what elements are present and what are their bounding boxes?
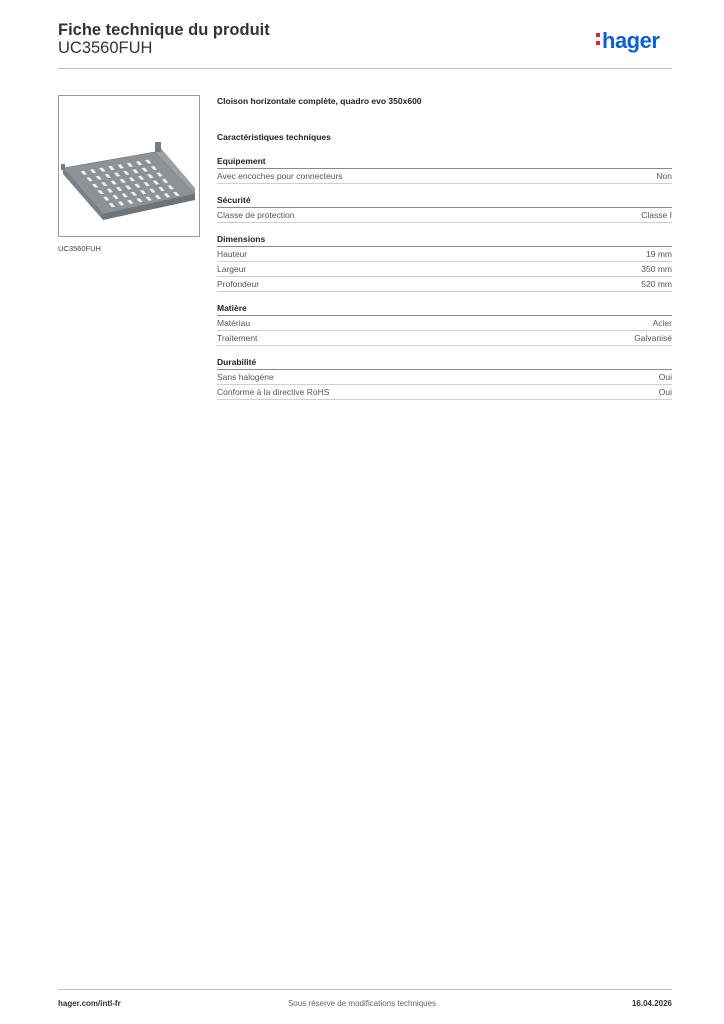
spec-label: Matériau — [217, 318, 251, 328]
spec-value: Non — [656, 171, 672, 181]
logo-text: hager — [602, 28, 660, 53]
spec-value: Classe I — [641, 210, 672, 220]
spec-label: Avec encoches pour connecteurs — [217, 171, 343, 181]
section-title: Sécurité — [217, 194, 672, 208]
spec-label: Traitement — [217, 333, 258, 343]
header-divider — [58, 68, 672, 69]
spec-heading: Caractéristiques techniques — [217, 132, 331, 142]
section-dimensions — [217, 233, 672, 292]
image-caption: UC3560FUH — [58, 244, 101, 253]
hager-logo — [596, 28, 659, 54]
spec-row — [217, 370, 672, 385]
section-title: Equipement — [217, 155, 672, 169]
section-matiere — [217, 302, 672, 346]
spec-label: Sans halogène — [217, 372, 274, 382]
logo-dots-icon — [596, 32, 600, 46]
spec-label: Profondeur — [217, 279, 260, 289]
spec-value: Acier — [652, 318, 672, 328]
footer-divider — [58, 989, 672, 990]
section-title: Dimensions — [217, 233, 672, 247]
spec-row — [217, 385, 672, 400]
spec-row — [217, 331, 672, 346]
spec-row — [217, 277, 672, 292]
spec-value: 19 mm — [646, 249, 672, 259]
spec-row — [217, 247, 672, 262]
section-equipement — [217, 155, 672, 184]
spec-label: Classe de protection — [217, 210, 295, 220]
spec-row — [217, 208, 672, 223]
section-durabilite — [217, 356, 672, 400]
product-reference: UC3560FUH — [58, 39, 153, 57]
section-title: Durabilité — [217, 356, 672, 370]
spec-value: Oui — [658, 387, 672, 397]
spec-row — [217, 169, 672, 184]
spec-value: 350 mm — [641, 264, 672, 274]
spec-label: Conforme à la directive RoHS — [217, 387, 330, 397]
spec-content — [217, 95, 672, 400]
footer-disclaimer: Sous réserve de modifications techniques — [287, 999, 437, 1008]
section-securite — [217, 194, 672, 223]
spec-label: Largeur — [217, 264, 247, 274]
spec-label: Hauteur — [217, 249, 248, 259]
product-image — [58, 95, 200, 237]
footer-website-link[interactable]: hager.com/intl-fr — [58, 999, 121, 1008]
footer-date: 16.04.2026 — [631, 999, 672, 1008]
product-description: Cloison horizontale complète, quadro evo 350x600 — [217, 96, 422, 106]
spec-value: Oui — [658, 372, 672, 382]
perforated-shelf-illustration — [59, 96, 199, 236]
section-title: Matière — [217, 302, 672, 316]
spec-row — [217, 316, 672, 331]
spec-row — [217, 262, 672, 277]
spec-value: 520 mm — [641, 279, 672, 289]
spec-value: Galvanisé — [634, 333, 672, 343]
page-title: Fiche technique du produit — [58, 21, 270, 39]
